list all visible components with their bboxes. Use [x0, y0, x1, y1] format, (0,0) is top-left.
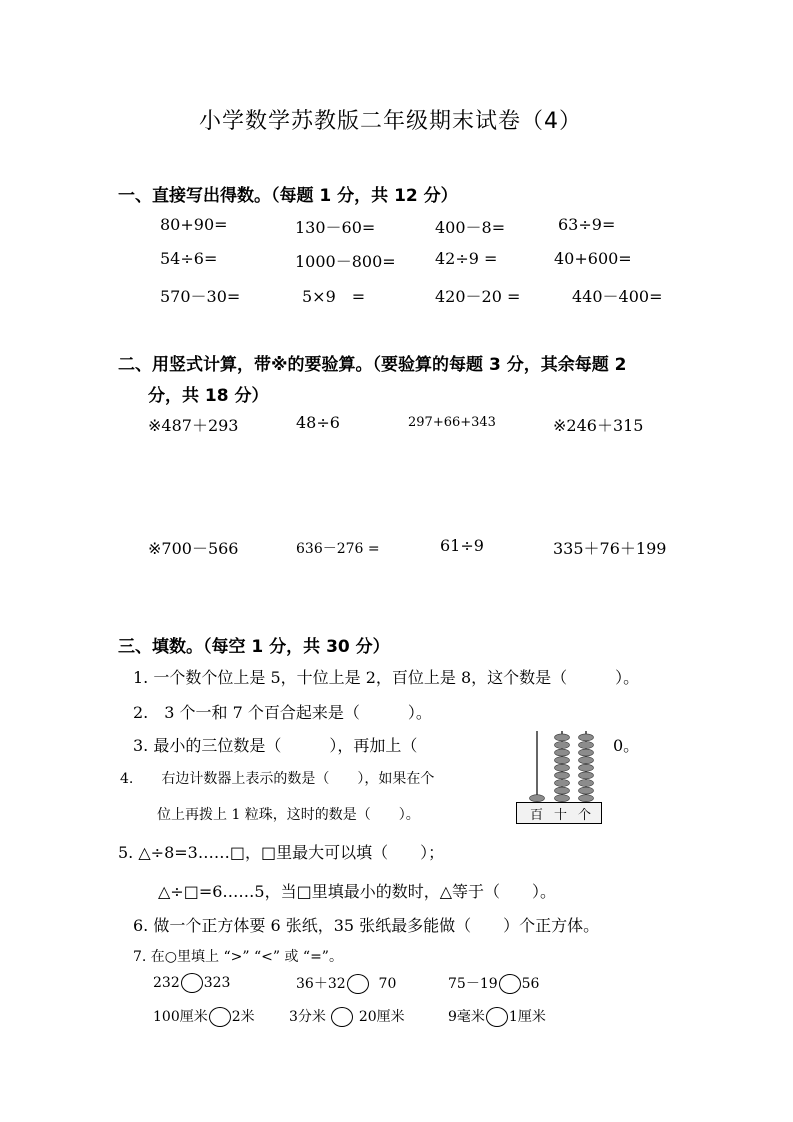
- compare-right: 70: [378, 976, 397, 992]
- compare-circle[interactable]: [347, 974, 369, 994]
- compare-right: 323: [203, 975, 231, 991]
- vertical-calc-item: 61÷9: [440, 536, 484, 555]
- question-4-line2: 位上再拨上 1 粒珠，这时的数是（ ）。: [157, 807, 420, 823]
- abacus-bead: [555, 764, 570, 771]
- compare-right: 1厘米: [508, 1009, 546, 1025]
- compare-circle[interactable]: [181, 973, 203, 993]
- calc-item: 40+600=: [554, 249, 632, 268]
- abacus-bead: [555, 734, 570, 741]
- abacus-bead: [555, 749, 570, 756]
- abacus-bead: [579, 780, 594, 787]
- compare-right: 56: [521, 976, 540, 992]
- compare-item: [448, 1006, 546, 1027]
- calc-item: 1000－800=: [295, 252, 396, 271]
- abacus-bead: [555, 742, 570, 749]
- compare-right: 20厘米: [358, 1009, 405, 1025]
- calc-item: 440－400=: [572, 287, 663, 306]
- abacus-bead: [555, 757, 570, 764]
- abacus-bead: [579, 749, 594, 756]
- abacus-bead: [579, 742, 594, 749]
- compare-right: 2米: [231, 1009, 255, 1025]
- compare-left: 232: [153, 975, 180, 991]
- question-4-line1: 4. 右边计数器上表示的数是（ ），如果在个: [120, 771, 435, 787]
- vertical-calc-item: 636－276 =: [296, 541, 380, 557]
- compare-item: [448, 973, 539, 994]
- compare-item: [296, 973, 396, 994]
- calc-item: 5×9 =: [302, 287, 366, 306]
- vertical-calc-item: ※487＋293: [148, 416, 239, 435]
- question-6: 6. 做一个正方体要 6 张纸，35 张纸最多能做（ ）个正方体。: [133, 916, 600, 935]
- compare-item: [153, 1006, 255, 1027]
- abacus-bead: [555, 780, 570, 787]
- vertical-calc-item: 48÷6: [296, 413, 340, 432]
- compare-item: [153, 973, 230, 993]
- question-5-line2: △÷□=6……5，当□里填最小的数时，△等于（ ）。: [158, 882, 557, 901]
- compare-left: 36＋32: [296, 976, 346, 992]
- calc-item: 570－30=: [160, 287, 241, 306]
- vertical-calc-item: 297+66+343: [408, 415, 496, 430]
- abacus-bead: [530, 795, 545, 802]
- abacus-label-frame: [516, 802, 602, 824]
- compare-left: 100厘米: [153, 1009, 208, 1025]
- question-1: 1. 一个数个位上是 5，十位上是 2，百位上是 8，这个数是（ ）。: [133, 668, 640, 687]
- section-2-heading-line2: 分，共 18 分）: [148, 386, 269, 406]
- compare-left: 75－19: [448, 976, 498, 992]
- vertical-calc-item: ※700－566: [148, 539, 239, 558]
- question-3-part-a: 3. 最小的三位数是（ ），再加上（: [133, 736, 418, 755]
- page-title: 小学数学苏教版二年级期末试卷（4）: [199, 109, 582, 134]
- abacus-bead: [555, 795, 570, 802]
- compare-circle[interactable]: [209, 1007, 231, 1027]
- section-3-heading: 三、填数。（每空 1 分，共 30 分）: [118, 637, 390, 657]
- compare-circle[interactable]: [331, 1007, 353, 1027]
- vertical-calc-item: ※246＋315: [553, 416, 644, 435]
- abacus-bead: [579, 764, 594, 771]
- calc-item: 400－8=: [435, 218, 506, 237]
- calc-item: 130－60=: [295, 218, 376, 237]
- compare-item: [289, 1006, 405, 1027]
- abacus-bead: [579, 772, 594, 779]
- calc-item: 63÷9=: [558, 215, 616, 234]
- compare-circle[interactable]: [499, 974, 521, 994]
- abacus-bead: [579, 734, 594, 741]
- calc-item: 54÷6=: [160, 249, 218, 268]
- abacus-label-tens: 十: [554, 808, 568, 823]
- calc-item: 80+90=: [160, 215, 228, 234]
- abacus-bead: [555, 787, 570, 794]
- compare-left: 9毫米: [448, 1009, 485, 1025]
- calc-item: 42÷9 =: [435, 249, 498, 268]
- question-3-part-b: 0。: [613, 736, 640, 755]
- vertical-calc-item: 335＋76＋199: [553, 539, 667, 558]
- section-1-heading: 一、直接写出得数。（每题 1 分，共 12 分）: [118, 186, 458, 206]
- abacus-bead: [555, 772, 570, 779]
- question-2: 2. 3 个一和 7 个百合起来是（ ）。: [133, 703, 432, 722]
- question-5-line1: 5. △÷8=3……□，□里最大可以填（ ）；: [118, 843, 445, 862]
- question-7: 7. 在○里填上 “>” “<” 或 “=”。: [133, 949, 343, 965]
- abacus-bead: [579, 757, 594, 764]
- abacus-label-hundreds: 百: [530, 808, 544, 823]
- section-2-heading-line1: 二、用竖式计算，带※的要验算。（要验算的每题 3 分，其余每题 2: [118, 355, 627, 375]
- calc-item: 420－20 =: [435, 287, 521, 306]
- abacus-label-ones: 个: [578, 808, 592, 823]
- compare-left: 3分米: [289, 1009, 326, 1025]
- compare-circle[interactable]: [486, 1007, 508, 1027]
- abacus-bead: [579, 787, 594, 794]
- abacus-bead: [579, 795, 594, 802]
